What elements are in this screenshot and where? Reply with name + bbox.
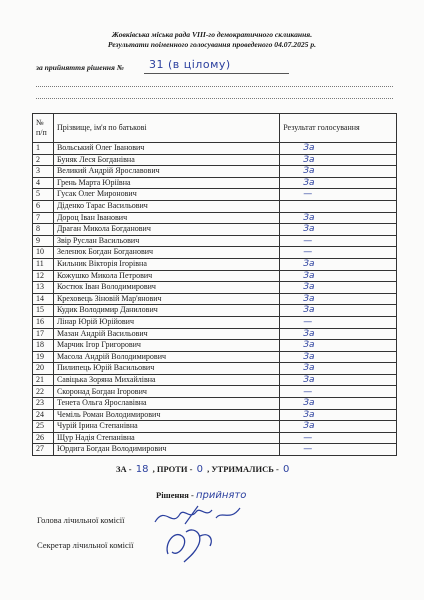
- table-row: [33, 247, 397, 259]
- row-number: 17: [33, 328, 54, 340]
- deputy-name: Тенета Ольга Ярославівна: [53, 398, 279, 410]
- deputy-name: Масола Андрій Володимирович: [53, 351, 279, 363]
- col-header-number: № п/п: [33, 114, 54, 143]
- vote-result-cell: [280, 363, 397, 375]
- deputy-name: Драган Микола Богданович: [53, 224, 279, 236]
- table-row: [33, 154, 397, 166]
- deputy-name: Мазан Андрій Васильович: [53, 328, 279, 340]
- table-row: [33, 444, 397, 456]
- roll-call-table: [32, 113, 397, 456]
- vote-result: —: [303, 189, 313, 200]
- vote-result-cell: [280, 432, 397, 444]
- secretary-signature: [160, 524, 220, 564]
- vote-result-cell: [280, 154, 397, 166]
- vote-result: За: [303, 212, 315, 223]
- vote-result: За: [303, 143, 315, 154]
- vote-result-cell: [280, 305, 397, 317]
- deputy-name: Юрдига Богдан Володимирович: [53, 444, 279, 456]
- against-label: , ПРОТИ -: [152, 464, 193, 474]
- row-number: 2: [33, 154, 54, 166]
- abstain-label: , УТРИМАЛИСЬ -: [207, 464, 279, 474]
- vote-result-cell: [280, 421, 397, 433]
- vote-result: За: [303, 177, 315, 188]
- table-row: [33, 374, 397, 386]
- vote-result: За: [303, 398, 315, 409]
- row-number: 25: [33, 421, 54, 433]
- table-row: [33, 363, 397, 375]
- vote-result: За: [303, 166, 315, 177]
- deputy-name: Кильник Вікторія Ігорівна: [53, 258, 279, 270]
- deputy-name: Гусак Олег Миронович: [53, 189, 279, 201]
- vote-result-cell: [280, 328, 397, 340]
- deputy-name: Великий Андрій Ярославович: [53, 166, 279, 178]
- deputy-name: Звір Руслан Васильович: [53, 235, 279, 247]
- row-number: 16: [33, 316, 54, 328]
- vote-result: —: [303, 444, 313, 455]
- vote-result: За: [303, 340, 315, 351]
- decision-handwritten-number: 31 (в цілому): [149, 58, 231, 71]
- table-row: [33, 189, 397, 201]
- vote-result-cell: [280, 143, 397, 155]
- table-row: [33, 293, 397, 305]
- against-count: 0: [196, 464, 203, 475]
- table-row: [33, 316, 397, 328]
- decision-value: прийнято: [195, 490, 247, 501]
- document-header: [0, 30, 424, 50]
- vote-result: За: [303, 154, 315, 165]
- deputy-name: Вольський Олег Іванович: [53, 143, 279, 155]
- table-row: [33, 166, 397, 178]
- vote-result-cell: [280, 270, 397, 282]
- vote-result: За: [303, 363, 315, 374]
- row-number: 8: [33, 224, 54, 236]
- vote-result-cell: [280, 235, 397, 247]
- vote-result: За: [303, 270, 315, 281]
- vote-result: —: [303, 247, 313, 258]
- for-label: ЗА -: [116, 464, 132, 474]
- vote-result-cell: [280, 200, 397, 212]
- deputy-name: Скоронад Богдан Ігорович: [53, 386, 279, 398]
- table-row: [33, 340, 397, 352]
- deputy-name: Костюк Іван Володимирович: [53, 282, 279, 294]
- vote-result-cell: [280, 444, 397, 456]
- deputy-name: Чеміль Роман Володимирович: [53, 409, 279, 421]
- abstain-count: 0: [282, 464, 290, 475]
- row-number: 7: [33, 212, 54, 224]
- deputy-name: Дороц Іван Іванович: [53, 212, 279, 224]
- vote-result-cell: [280, 224, 397, 236]
- col-header-name: Прізвище, ім'я по батькові: [53, 114, 279, 143]
- col-header-result: Результат голосування: [280, 114, 397, 143]
- table-row: [33, 328, 397, 340]
- row-number: 12: [33, 270, 54, 282]
- decision-label: Рішення -: [156, 490, 194, 500]
- decision-underline: [144, 73, 289, 74]
- vote-result: За: [303, 258, 315, 269]
- vote-result-cell: [280, 340, 397, 352]
- row-number: 21: [33, 374, 54, 386]
- vote-result-cell: [280, 247, 397, 259]
- deputy-name: Креховець Зіновій Мар'янович: [53, 293, 279, 305]
- vote-result-cell: [280, 189, 397, 201]
- vote-result-cell: [280, 212, 397, 224]
- row-number: 10: [33, 247, 54, 259]
- vote-result: За: [303, 421, 315, 432]
- blank-line-1: [36, 86, 393, 87]
- table-row: [33, 224, 397, 236]
- deputy-name: Діденко Тарас Васильович: [53, 200, 279, 212]
- row-number: 13: [33, 282, 54, 294]
- vote-result-cell: [280, 398, 397, 410]
- deputy-name: Зеленюк Богдан Богданович: [53, 247, 279, 259]
- table-row: [33, 258, 397, 270]
- deputy-name: Грень Марта Юріївна: [53, 177, 279, 189]
- table-row: [33, 351, 397, 363]
- table-row: [33, 282, 397, 294]
- chair-label: Голова лічильної комісії: [37, 515, 125, 525]
- row-number: 9: [33, 235, 54, 247]
- row-number: 11: [33, 258, 54, 270]
- vote-result: За: [303, 224, 315, 235]
- vote-result: За: [303, 282, 315, 293]
- deputy-name: Буняк Леся Богданівна: [53, 154, 279, 166]
- for-count: 18: [135, 464, 149, 475]
- deputy-name: Лінар Юрій Юрійович: [53, 316, 279, 328]
- table-header-row: [33, 114, 397, 143]
- table-row: [33, 398, 397, 410]
- vote-result: —: [303, 432, 313, 443]
- vote-result-cell: [280, 282, 397, 294]
- row-number: 22: [33, 386, 54, 398]
- vote-result: —: [303, 386, 313, 397]
- table-row: [33, 177, 397, 189]
- table-row: [33, 235, 397, 247]
- vote-totals: [116, 464, 291, 475]
- table-row: [33, 432, 397, 444]
- vote-result: За: [303, 409, 315, 420]
- table-row: [33, 305, 397, 317]
- vote-result-cell: [280, 166, 397, 178]
- vote-result: За: [303, 328, 315, 339]
- row-number: 14: [33, 293, 54, 305]
- vote-result-cell: [280, 351, 397, 363]
- vote-result-cell: [280, 316, 397, 328]
- vote-result: —: [303, 235, 313, 246]
- row-number: 15: [33, 305, 54, 317]
- vote-result-cell: [280, 177, 397, 189]
- table-row: [33, 421, 397, 433]
- deputy-name: Кудик Володимир Данилович: [53, 305, 279, 317]
- row-number: 19: [33, 351, 54, 363]
- row-number: 4: [33, 177, 54, 189]
- vote-result: За: [303, 351, 315, 362]
- vote-result-cell: [280, 293, 397, 305]
- vote-results-title: Результати поіменного голосування проведеного 04.07.2025 р.: [107, 40, 317, 49]
- vote-result: —: [303, 316, 313, 327]
- vote-result: За: [303, 374, 315, 385]
- row-number: 5: [33, 189, 54, 201]
- deputy-name: Щур Надія Степанівна: [53, 432, 279, 444]
- vote-result-cell: [280, 258, 397, 270]
- row-number: 26: [33, 432, 54, 444]
- vote-result-cell: [280, 386, 397, 398]
- secretary-label: Секретар лічильної комісії: [37, 540, 134, 550]
- blank-line-2: [36, 98, 393, 99]
- row-number: 20: [33, 363, 54, 375]
- table-row: [33, 200, 397, 212]
- row-number: 24: [33, 409, 54, 421]
- decision-number-line: [36, 58, 394, 73]
- table-row: [33, 409, 397, 421]
- row-number: 3: [33, 166, 54, 178]
- table-row: [33, 270, 397, 282]
- deputy-name: Марчик Ігор Григорович: [53, 340, 279, 352]
- vote-result-cell: [280, 374, 397, 386]
- table-row: [33, 212, 397, 224]
- row-number: 27: [33, 444, 54, 456]
- vote-result-cell: [280, 409, 397, 421]
- decision-prefix: за прийняття рішення №: [36, 63, 124, 72]
- deputy-name: Кожушко Микола Петрович: [53, 270, 279, 282]
- vote-result: За: [303, 293, 315, 304]
- council-title: Жовківська міська рада VIII-го демократичного скликання.: [111, 30, 313, 39]
- row-number: 6: [33, 200, 54, 212]
- table-row: [33, 386, 397, 398]
- deputy-name: Пилипець Юрій Васильович: [53, 363, 279, 375]
- row-number: 1: [33, 143, 54, 155]
- row-number: 23: [33, 398, 54, 410]
- deputy-name: Савіцька Зоряна Михайлівна: [53, 374, 279, 386]
- deputy-name: Чурій Ірина Степанівна: [53, 421, 279, 433]
- vote-result: За: [303, 305, 315, 316]
- table-row: [33, 143, 397, 155]
- row-number: 18: [33, 340, 54, 352]
